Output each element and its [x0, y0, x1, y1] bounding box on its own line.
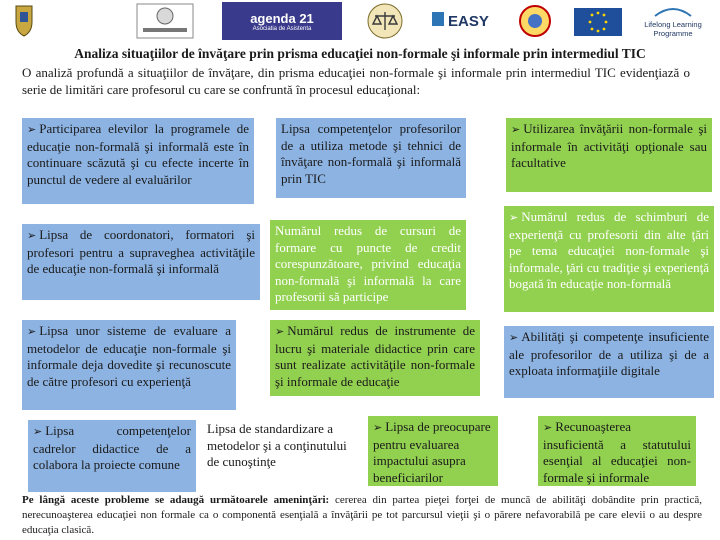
box-instrumente-lucru — [270, 320, 480, 396]
box-recunoasterea — [538, 416, 696, 486]
box-text: Lipsa unor sisteme de evaluare a metodelor de educaţie non-formale şi informale deja dovedite şi recunoscute de către profesori cu experienţă — [27, 323, 231, 389]
arrow-bullet-icon: ➢ — [511, 123, 521, 136]
box-abilitati-competente — [504, 326, 714, 398]
arrow-bullet-icon: ➢ — [509, 211, 519, 224]
box-text: Utilizarea învăţării non-formale şi informale în activităţi opţionale sau facultative — [511, 121, 707, 170]
lifelong-learning-logo — [628, 2, 718, 40]
box-lipsa-coordonatori — [22, 224, 260, 300]
lifelong-learning-text: Lifelong Learning Programme — [644, 20, 702, 38]
arrow-bullet-icon: ➢ — [373, 421, 383, 434]
box-text: Recunoaşterea insuficientă a statutului esenţial al educaţiei non-formale şi informale — [543, 419, 691, 485]
arrow-bullet-icon: ➢ — [27, 123, 37, 136]
otopeni-logo — [4, 2, 44, 40]
justice-logo — [345, 2, 425, 40]
arrow-bullet-icon: ➢ — [543, 421, 553, 434]
svg-text:EASY: EASY — [448, 13, 489, 30]
footer-bold: Pe lângă aceste probleme se adaugă următoarele ameninţări: — [22, 494, 330, 506]
eu-flag-logo — [568, 2, 628, 40]
liceul-logo — [135, 2, 195, 40]
box-text: Lipsa de standardizare a metodelor şi a conţinutului de cunoştinţe — [207, 421, 347, 469]
box-cursuri-formare — [270, 220, 466, 310]
box-text: Lipsa competenţelor cadrelor didactice de a colabora la proiecte comune — [33, 423, 191, 472]
arrow-bullet-icon: ➢ — [27, 325, 37, 338]
box-text: Numărul redus de cursuri de formare cu puncte de credit corespunzătoare, privind educaţia non-formală şi informală la care profesorii să participe — [275, 223, 461, 304]
easy-logo — [428, 2, 496, 40]
box-utilizarea-invatarii — [506, 118, 712, 192]
arrow-bullet-icon: ➢ — [509, 331, 519, 344]
page-title: Analiza situaţiilor de învăţare prin prisma educaţiei non-formale şi informale prin intermediul TIC — [74, 46, 646, 61]
round-logo — [505, 2, 565, 40]
box-lipsa-competentelor-tic — [276, 118, 466, 198]
box-text: Participarea elevilor la programele de educaţie non-formală şi informală este în continuare scăzută şi cu efecte incerte în punctul de vedere al evaluărilor — [27, 121, 249, 187]
box-text: Abilităţi şi competenţe insuficiente ale profesorilor de a utiliza şi de a exploata informaţiile digitale — [509, 329, 709, 378]
footer-paragraph — [22, 493, 702, 538]
box-text: Numărul redus de schimburi de experienţă cu profesorii din alte ţări pe tema educaţiei non-formale şi informale, ţări cu tradiţie şi experienţă bogată în educaţie non-formală — [509, 209, 709, 291]
arrow-bullet-icon: ➢ — [27, 229, 37, 242]
intro-paragraph: O analiză profundă a situaţiilor de învăţare, din prisma educaţiei non-formale şi informale prin intermediul TIC evidenţiază o serie de limitări care profesorul cu care se confruntă în procesul educaţional: — [22, 65, 690, 97]
box-text: Lipsa de preocupare pentru evaluarea impactului asupra beneficiarilor — [373, 419, 491, 485]
box-schimburi-experienta — [504, 206, 714, 312]
footer-text: cererea din partea pieţei forţei de muncă de abilităţi dobândite prin practică, nerecunoaşterea educaţiei non formale ca o componentă esenţială a învăţării pe tot parcursul vieţii şi o părere nefavorabilă pe care elevii o au despre educaţia clasică. — [22, 494, 702, 536]
box-evaluarea-impactului — [368, 416, 498, 486]
agenda21-text: agenda 21 — [250, 10, 314, 26]
box-colaborare-proiecte — [28, 420, 196, 492]
arrow-bullet-icon: ➢ — [33, 425, 43, 438]
box-standardizare — [202, 418, 354, 488]
box-text: Lipsa competenţelor profesorilor de a utiliza metode şi tehnici de învăţare non-formală şi informală prin TIC — [281, 121, 461, 186]
box-text: Numărul redus de instrumente de lucru şi materiale didactice prin care sunt realizate activităţile non-formale şi informale de educaţie — [275, 323, 475, 389]
agenda21-logo: agenda 21 Asociatia de Asistenta — [222, 2, 342, 40]
logo-strip — [0, 0, 720, 44]
box-text: Lipsa de coordonatori, formatori şi profesori pentru a supraveghea activităţile de educaţie non-formală şi informală — [27, 227, 255, 276]
box-participarea-elevilor — [22, 118, 254, 204]
box-sisteme-evaluare — [22, 320, 236, 410]
arrow-bullet-icon: ➢ — [275, 325, 285, 338]
